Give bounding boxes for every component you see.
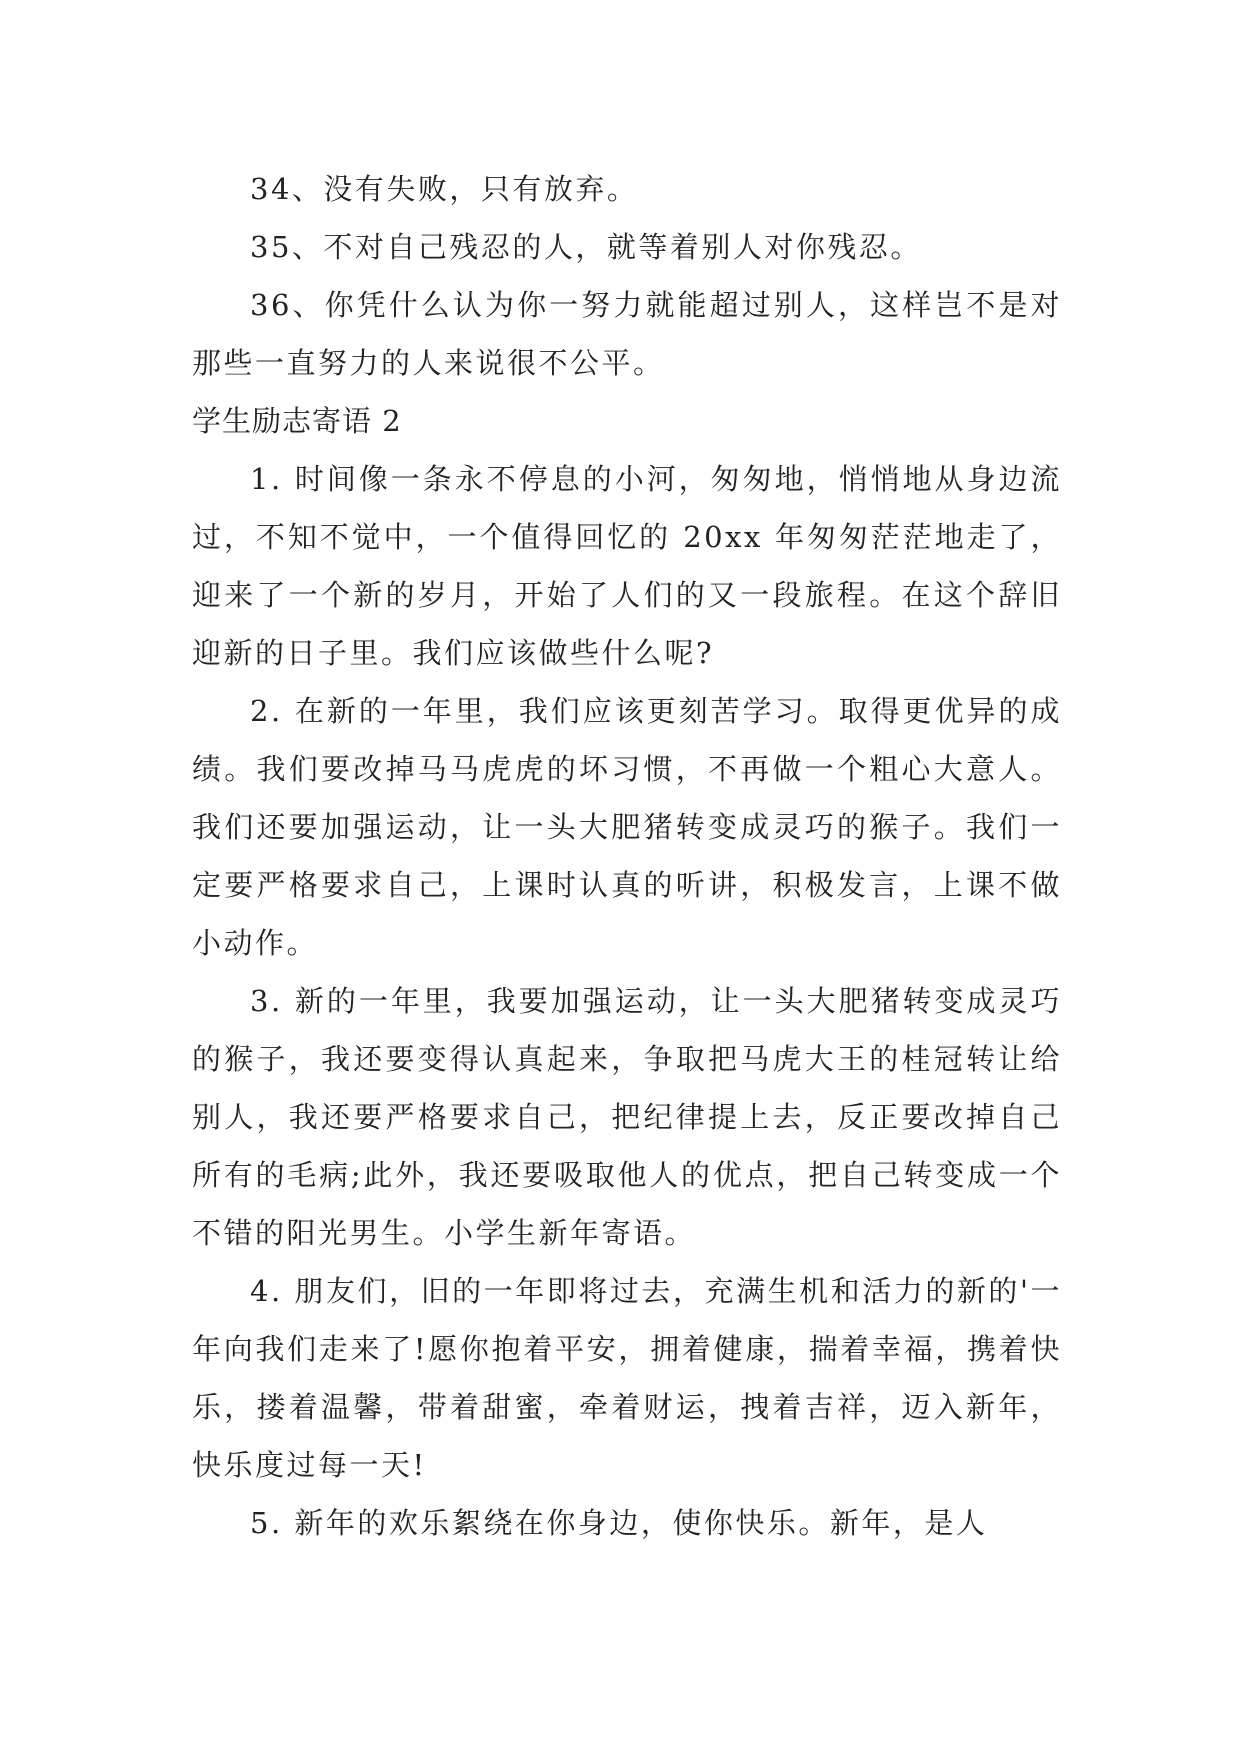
paragraph-4: 4. 朋友们，旧的一年即将过去，充满生机和活力的新的'一年向我们走来了!愿你抱着平安，拥着健康，揣着幸福，携着快乐，搂着温馨，带着甜蜜，牵着财运，拽着吉祥，迈入新年，快乐度过每一天! xyxy=(192,1274,1062,1482)
quote-item-34: 34、没有失败，只有放弃。 xyxy=(250,172,639,206)
paragraph-3: 3. 新的一年里，我要加强运动，让一头大肥猪转变成灵巧的猴子，我还要变得认真起来，争取把马虎大王的桂冠转让给别人，我还要严格要求自己，把纪律提上去，反正要改掉自己所有的毛病;此外，我还要吸取他人的优点，把自己转变成一个不错的阳光男生。小学生新年寄语。 xyxy=(192,984,1062,1250)
paragraph-5: 5. 新年的欢乐絮绕在你身边，使你快乐。新年，是人 xyxy=(250,1506,988,1540)
document-body xyxy=(192,160,1062,1552)
quote-item-36: 36、你凭什么认为你一努力就能超过别人，这样岂不是对那些一直努力的人来说很不公平。 xyxy=(192,288,1062,380)
section-heading: 学生励志寄语 2 xyxy=(192,404,402,438)
quote-item-35: 35、不对自己残忍的人，就等着别人对你残忍。 xyxy=(250,230,922,264)
paragraph-1: 1. 时间像一条永不停息的小河，匆匆地，悄悄地从身边流过，不知不觉中，一个值得回忆的 20xx 年匆匆茫茫地走了，迎来了一个新的岁月，开始了人们的又一段旅程。在这个辞旧迎新的日子里。我们应该做些什么呢? xyxy=(192,462,1062,670)
paragraph-2: 2. 在新的一年里，我们应该更刻苦学习。取得更优异的成绩。我们要改掉马马虎虎的坏习惯，不再做一个粗心大意人。我们还要加强运动，让一头大肥猪转变成灵巧的猴子。我们一定要严格要求自己，上课时认真的听讲，积极发言，上课不做小动作。 xyxy=(192,694,1062,960)
